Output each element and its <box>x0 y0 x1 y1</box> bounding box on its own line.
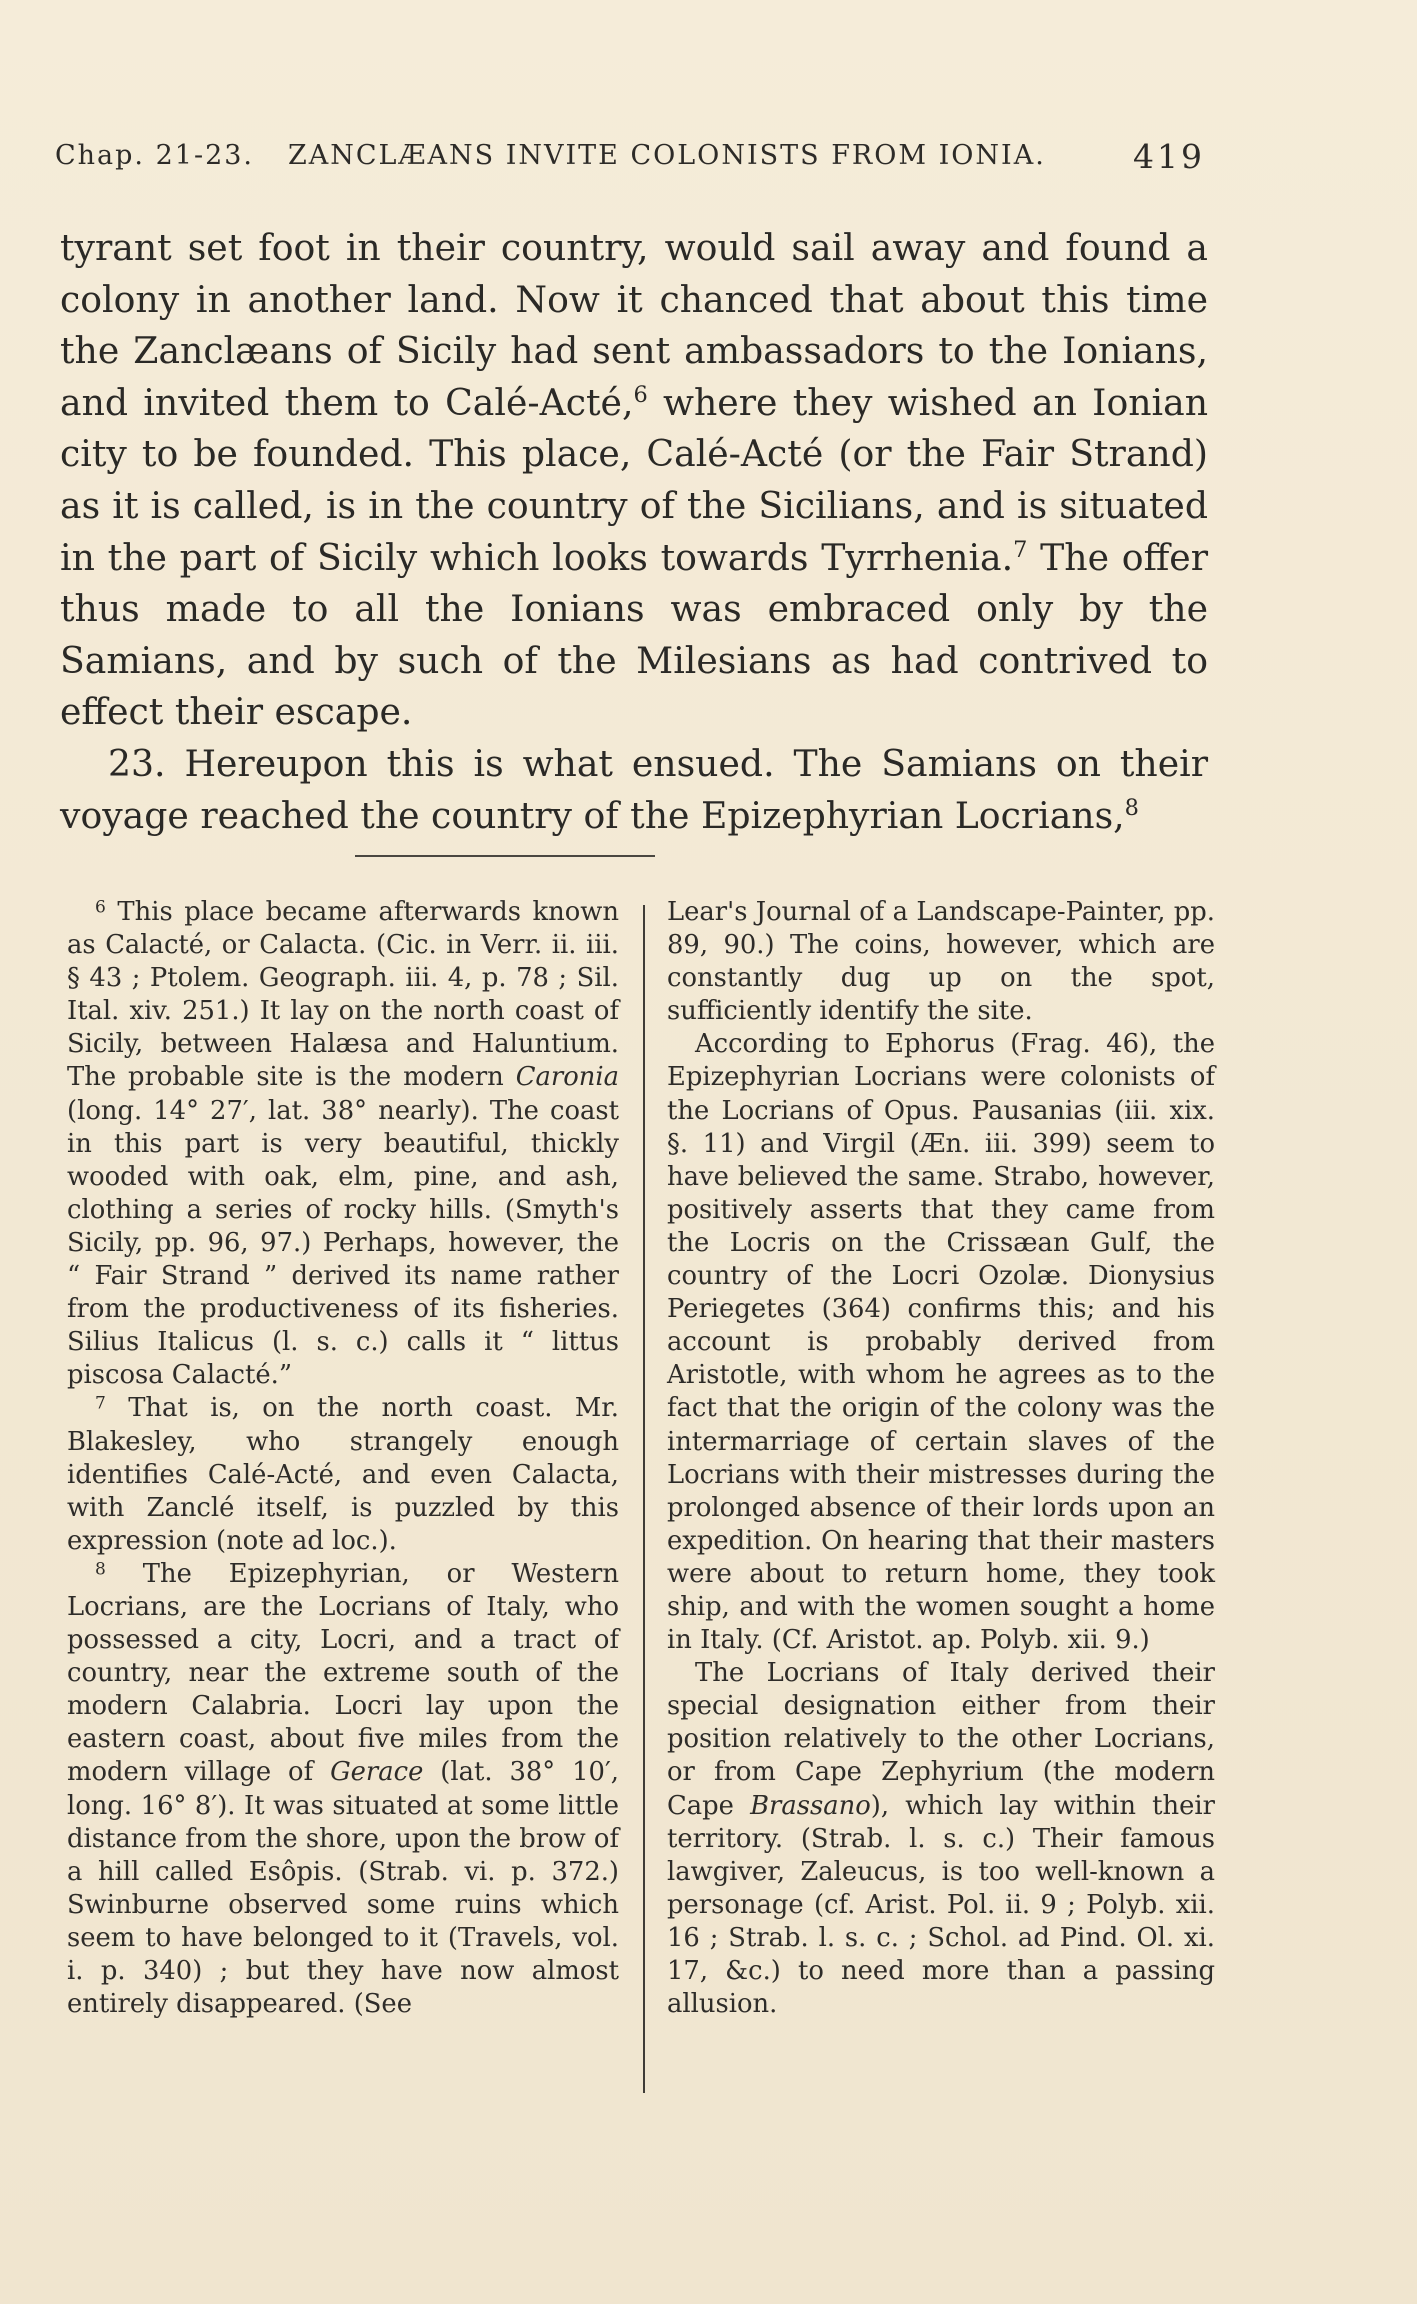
footnote-6-mark: 6 <box>95 897 106 918</box>
footnote-8-continued: Lear's Journal of a Landscape-Painter, pp. 89, 90.) The coins, however, which are constantly dug up on the spot, sufficiently identify the site. <box>667 897 1215 1027</box>
footnote-8-ephorus-paragraph: According to Ephorus (Frag. 46), the Epizephyrian Locrians were colonists of the Locrians of Opus. Pausanias (iii. xix. §. 11) and Virgil (Æn. iii. 399) seem to have believed the same. Strabo, however, positively asserts that they came from the Locris on the Crissæan Gulf, the country of the Locri Ozolæ. Dionysius Periegetes (364) confirms this; and his account is probably derived from Aristotle, with whom he agrees as to the fact that the origin of the colony was the intermarriage of certain slaves of the Locrians with their mistresses during the prolonged absence of their lords upon an expedition. On hearing that their masters were about to return home, they took ship, and with the women sought a home in Italy. (Cf. Aristot. ap. Polyb. xii. 9.) <box>667 1029 1215 1656</box>
footnote-ref-7: 7 <box>1013 536 1028 563</box>
footnote-ref-6: 6 <box>633 381 648 408</box>
column-divider <box>643 905 645 2093</box>
paragraph-1-part-b: where they wished an Ionian city to be founded. This place, Calé-Acté (or the Fair Strand) as it is called, is in the country of the Sicilians, and is situated in the part of Sicily which looks towards Tyrrhenia. <box>60 380 1208 579</box>
footnote-6-italic-caronia: Caronia <box>515 1062 619 1093</box>
running-title: ZANCLÆANS INVITE COLONISTS FROM IONIA. <box>288 140 1046 171</box>
footnote-8-text-b: (lat. 38° 10′, long. 16° 8′). It was situated at some little distance from the shore, upon the brow of a hill called Esôpis. (Strab. vi. p. 372.) Swinburne observed some ruins which seem to have belonged to it (Travels, vol. i. p. 340) ; but they have now almost entirely disappeared. (See <box>67 1757 620 2020</box>
footnote-8-locrians-text-b: ), which lay within their territory. (Strab. l. s. c.) Their famous lawgiver, Zaleucus, is too well-known a personage (cf. Arist. Pol. ii. 9 ; Polyb. xii. 16 ; Strab. l. s. c. ; Schol. ad Pind. Ol. xi. 17, &c.) to need more than a passing allusion. <box>667 1790 1215 2020</box>
paragraph-1-part-a: tyrant set foot in their country, would sail away and found a colony in another land. Now it chanced that about this time the Zanclæans of Sicily had sent ambassadors to the Ionians, and invited them to Calé-Acté, <box>60 226 1208 424</box>
paragraph-1 <box>60 222 1208 738</box>
main-text <box>60 222 1208 841</box>
footnotes-left-column <box>67 896 619 2021</box>
footnote-8-italic-brassano: Brassano <box>750 1790 871 1821</box>
paragraph-2 <box>60 738 1208 841</box>
page-number: 419 <box>1133 137 1205 176</box>
footnote-6-text-a: This place became afterwards known as Calacté, or Calacta. (Cic. in Verr. ii. iii. § 43 ; Ptolem. Geograph. iii. 4, p. 78 ; Sil. Ital. xiv. 251.) It lay on the north coast of Sicily, between Halæsa and Haluntium. The probable site is the modern <box>67 897 619 1093</box>
chapter-reference: Chap. 21-23. <box>55 140 255 171</box>
footnote-8-mark: 8 <box>95 1559 106 1580</box>
footnote-8-italic-gerace: Gerace <box>330 1757 424 1788</box>
footnote-ref-8: 8 <box>1124 794 1139 821</box>
footnote-7 <box>67 1392 619 1557</box>
paragraph-1-part-c: The offer thus made to all the Ionians was embraced only by the Samians, and by such of the Milesians as had contrived to effect their escape. <box>60 535 1208 734</box>
footnote-8-locrians-text-a: The Locrians of Italy derived their special designation either from their position relatively to the other Locrians, or from Cape Zephyrium (the modern Cape <box>667 1658 1215 1821</box>
footnote-8-locrians-paragraph <box>667 1657 1215 2021</box>
footnote-8 <box>67 1558 619 2021</box>
footnotes-right-column <box>667 896 1215 2021</box>
footnote-separator-rule <box>355 855 655 857</box>
running-header <box>55 137 1205 180</box>
footnote-7-text: That is, on the north coast. Mr. Blakesley, who strangely enough identifies Calé-Acté, and even Calacta, with Zanclé itself, is puzzled by this expression (note ad loc.). <box>67 1393 619 1556</box>
footnote-8-text-a: The Epizephyrian, or Western Locrians, are the Locrians of Italy, who possessed a city, Locri, and a tract of country, near the extreme south of the modern Calabria. Locri lay upon the eastern coast, about five miles from the modern village of <box>67 1558 619 1788</box>
footnote-6 <box>67 896 619 1392</box>
footnote-6-text-b: (long. 14° 27′, lat. 38° nearly). The coast in this part is very beautiful, thickly wooded with oak, elm, pine, and ash, clothing a series of rocky hills. (Smyth's Sicily, pp. 96, 97.) Perhaps, however, the “ Fair Strand ” derived its name rather from the productiveness of its fisheries. Silius Italicus (l. s. c.) calls it “ littus piscosa Calacté.” <box>67 1095 619 1391</box>
paragraph-2-text: 23. Hereupon this is what ensued. The Samians on their voyage reached the country of the Epizephyrian Locrians, <box>60 741 1208 837</box>
footnote-7-mark: 7 <box>95 1393 106 1414</box>
